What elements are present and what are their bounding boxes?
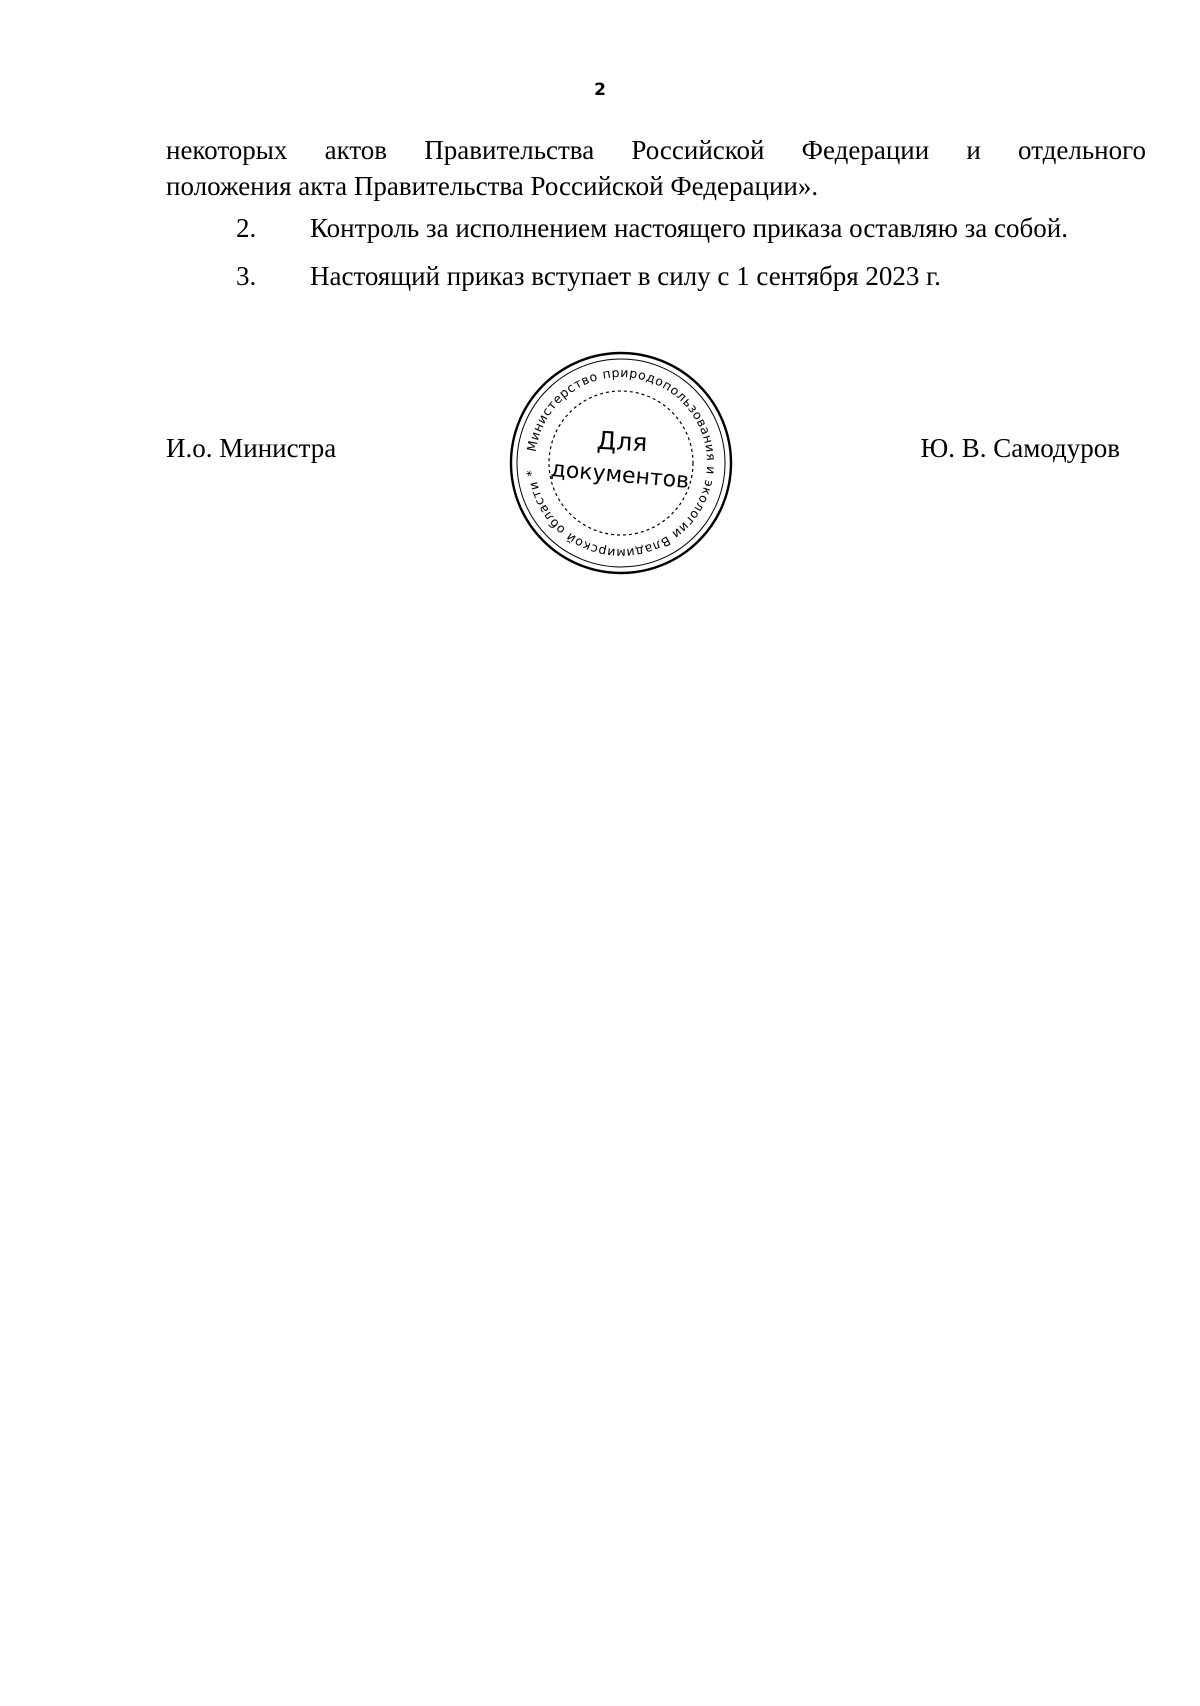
signatory-name: Ю. В. Самодуров [920,433,1120,463]
signatory-role: И.о. Министра [166,433,337,463]
official-seal [508,350,734,576]
list-item-text: Контроль за исполнением настоящего приказа оставляю за собой. [310,213,1068,243]
paragraph-line-1: некоторых актов Правительства Российской Федерации и отдельного [166,135,1146,165]
seal-ring-text: Министерство природопользования и экологии Владимирской области * [523,364,720,562]
list-item-text: Настоящий приказ вступает в силу с 1 сентября 2023 г. [310,261,941,291]
seal-center-line-2: документов [549,456,691,494]
list-item-number: 3. [236,261,257,291]
seal-center-line-1: Для [596,425,649,458]
page-number: 2 [594,80,606,100]
paragraph-continuation [166,132,1146,204]
list-item-number: 2. [236,213,257,243]
paragraph-line-2: положения акта Правительства Российской Федерации». [166,171,819,201]
